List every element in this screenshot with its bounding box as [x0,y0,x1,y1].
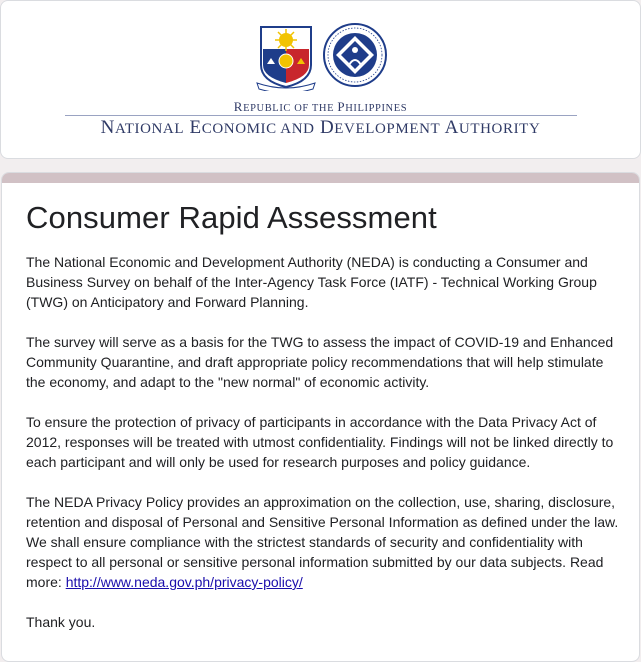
description-paragraph [26,492,626,592]
agency-divider [65,115,577,116]
privacy-policy-text: The NEDA Privacy Policy provides an approximation on the collection, use, sharing, disclosure, retention and disposal of Personal and Sensitive Personal Information as defined under the law. We shall ensure compliance with the strictest standards of security and confidentiality with respect to all personal or sensitive personal information submitted by our data subjects. Read more: [26,494,619,590]
form-accent-bar [2,173,639,183]
description-paragraph: The National Economic and Development Authority (NEDA) is conducting a Consumer and Business Survey on behalf of the Inter-Agency Task Force (IATF) - Technical Working Group (TWG) on Anticipatory and Forward Planning. [26,254,597,310]
description-paragraph: The survey will serve as a basis for the TWG to assess the impact of COVID-19 and Enhanced Community Quarantine, and draft appropriate policy recommendations that will help stimulate the economy, and adapt to the "new normal" of economic activity. [26,334,614,390]
form-title: Consumer Rapid Assessment [26,200,437,235]
form-intro-card [1,172,640,662]
header-banner [0,0,641,159]
agency-country-line: REPUBLIC OF THE PHILIPPINES [233,99,408,114]
logo-row [1,19,640,91]
neda-seal-icon [322,19,388,91]
privacy-policy-link[interactable]: http://www.neda.gov.ph/privacy-policy/ [65,574,303,590]
description-paragraph: To ensure the protection of privacy of participants in accordance with the Data Privacy Act of 2012, responses will be treated with utmost confidentiality. Findings will not be linked directly to each participant and will only be used for research purposes and policy guidance. [26,414,614,470]
agency-name: NATIONAL ECONOMIC AND DEVELOPMENT AUTHORITY [100,117,541,138]
form-description [26,252,626,652]
philippine-seal-icon [253,21,319,91]
thank-you-text: Thank you. [26,614,96,630]
